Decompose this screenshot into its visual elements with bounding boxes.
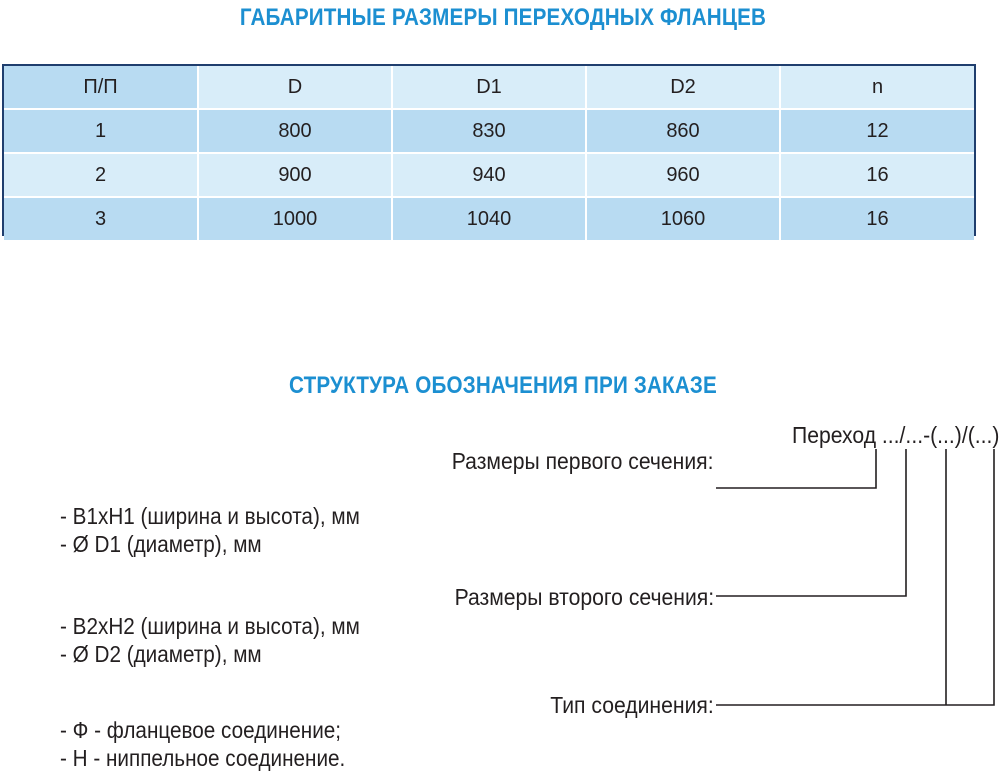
designation-code: Переход .../...-(...)/(...) [792,422,1000,448]
list-item: - Ф - фланцевое соединение; [60,717,342,743]
cell-n: 16 [780,197,974,240]
list-item: - Н - ниппельное соединение. [60,745,346,771]
cell-d2: 860 [586,109,780,153]
header-d: D [198,66,392,109]
table-header-row [4,66,974,109]
cell-d2: 1060 [586,197,780,240]
cell-pp: 1 [4,109,198,153]
cell-d1: 1040 [392,197,586,240]
header-pp: П/П [4,66,198,109]
cell-d1: 830 [392,109,586,153]
leader-line-second-section [716,449,906,596]
cell-pp: 3 [4,197,198,240]
list-item: - Ø D2 (диаметр), мм [60,641,262,667]
table-row [4,197,974,240]
list-item: - B2xH2 (ширина и высота), мм [60,613,360,639]
first-section-items [60,502,360,558]
leader-line-connection-type [716,449,994,705]
header-d1: D1 [392,66,586,109]
cell-pp: 2 [4,153,198,197]
cell-n: 12 [780,109,974,153]
list-item: - Ø D1 (диаметр), мм [60,531,262,557]
leader-line-first-section [716,449,876,488]
cell-d: 800 [198,109,392,153]
second-section-items [60,612,360,668]
flange-dimensions-table [2,64,976,236]
list-item: - B1xH1 (ширина и высота), мм [60,503,360,529]
cell-d2: 960 [586,153,780,197]
cell-d: 900 [198,153,392,197]
table-row [4,153,974,197]
order-structure-title: СТРУКТУРА ОБОЗНАЧЕНИЯ ПРИ ЗАКАЗЕ [289,372,717,399]
second-section-label: Размеры второго сечения: [454,584,714,610]
cell-d: 1000 [198,197,392,240]
cell-d1: 940 [392,153,586,197]
header-n: n [780,66,974,109]
connection-type-label: Тип соединения: [550,692,714,718]
dimensions-title: ГАБАРИТНЫЕ РАЗМЕРЫ ПЕРЕХОДНЫХ ФЛАНЦЕВ [239,4,767,31]
connection-type-items [60,716,345,772]
header-d2: D2 [586,66,780,109]
table-row [4,109,974,153]
first-section-label: Размеры первого сечения: [452,448,714,474]
cell-n: 16 [780,153,974,197]
